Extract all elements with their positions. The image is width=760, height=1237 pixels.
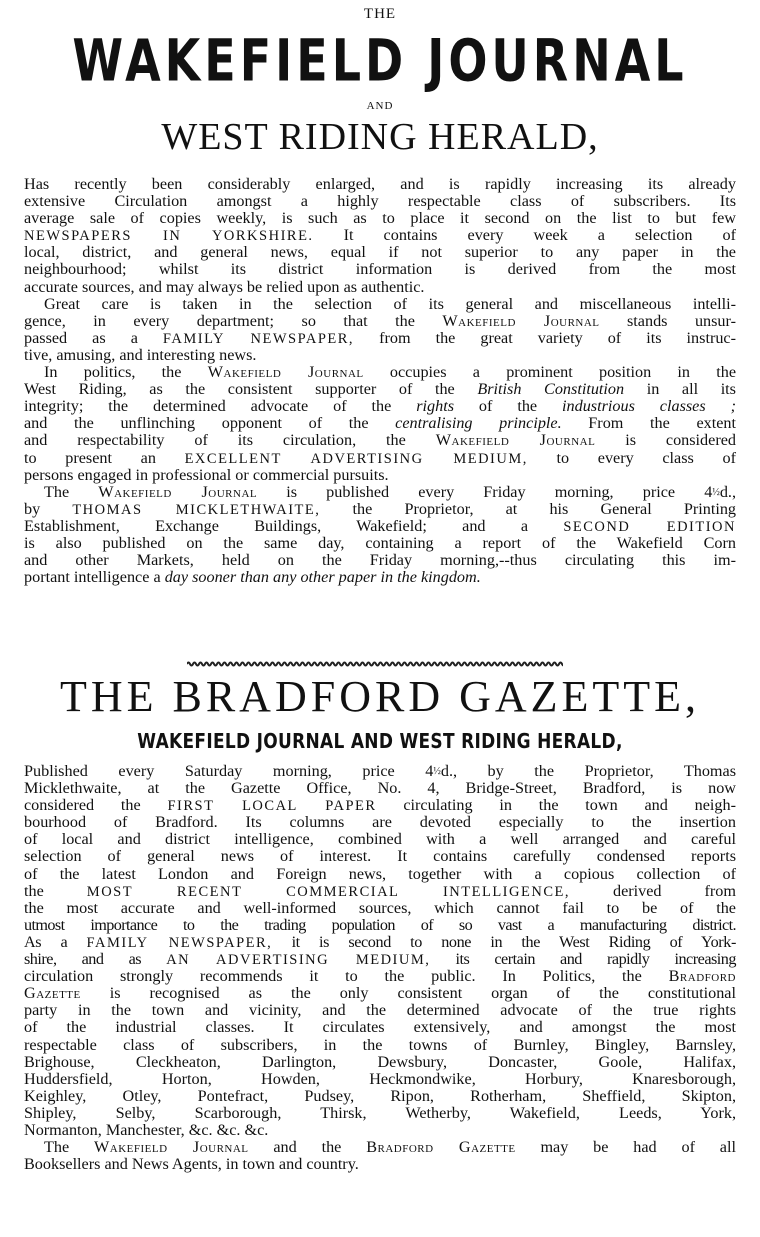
emphasis-caps: FAMILY NEWSPAPER, <box>162 330 355 347</box>
text-run: its certain and rapidly increasing <box>430 950 736 969</box>
text-line <box>24 484 736 501</box>
text-line: Booksellers and News Agents, in town and country. <box>24 1155 359 1174</box>
text-run: occupies a prominent position in the <box>363 363 737 382</box>
emphasis-italic: day sooner than any other paper in the kingdom. <box>164 568 481 587</box>
text-line: neighbourhood; whilst its district information is derived from the most <box>24 260 736 279</box>
text-run: is considered <box>595 431 737 450</box>
emphasis-italic: industrious classes ; <box>562 397 736 416</box>
text-run: considered the <box>24 796 168 815</box>
proprietor-name: THOMAS MICKLETHWAITE, <box>72 501 321 518</box>
price-fraction: ½ <box>712 486 720 498</box>
text-run: by <box>24 499 73 518</box>
masthead-the: THE <box>363 6 397 22</box>
text-run: passed as a <box>24 328 163 347</box>
text-line <box>24 797 736 814</box>
journal-name: Wakefield Journal <box>207 363 364 382</box>
journal-name: Wakefield Journal <box>94 1138 249 1157</box>
text-line: local, district, and general news, equal if not superior to any paper in the <box>24 243 736 262</box>
text-line: tive, amusing, and interesting news. <box>24 345 257 364</box>
text-line: average sale of copies weekly, is such as to place it second on the list to but few <box>24 209 736 228</box>
text-line <box>24 415 736 432</box>
text-run: stands unsur- <box>599 311 736 330</box>
text-line: Keighley, Otley, Pontefract, Pudsey, Ripon, Rotherham, Sheffield, Skipton, <box>24 1086 736 1105</box>
text-line <box>24 381 736 398</box>
text-line: party in the town and vicinity, and the determined advocate of the true rights <box>24 1001 736 1020</box>
masthead-and: AND <box>366 100 394 112</box>
text-run: In politics, the <box>44 363 208 382</box>
bradford-body <box>24 763 736 1173</box>
text-line: of the industrial classes. It circulates extensively, and amongst the most <box>24 1018 736 1037</box>
text-line: respectable class of subscribers, in the towns of Burnley, Bingley, Barnsley, <box>24 1035 736 1054</box>
text-line <box>24 968 736 985</box>
text-line: of local and district intelligence, combined with a well arranged and careful <box>24 830 736 849</box>
text-run: circulating in the town and neigh- <box>376 796 736 815</box>
text-line <box>24 934 736 951</box>
gazette-name: Bradford <box>668 967 736 986</box>
text-line: Shipley, Selby, Scarborough, Thirsk, Wetherby, Wakefield, Leeds, York, <box>24 1103 736 1122</box>
text-run: West Riding, as the consistent supporter of the <box>24 380 478 399</box>
text-run: to present an <box>24 448 185 467</box>
text-line <box>24 883 736 900</box>
text-line <box>24 364 736 381</box>
text-line: is also published on the same day, containing a report of the Wakefield Corn <box>24 533 736 552</box>
text-run: it is second to none in the West Riding of York- <box>272 932 736 951</box>
text-run: and respectability of its circulation, the <box>24 431 436 450</box>
emphasis-italic: centralising principle. <box>395 414 562 433</box>
text-run: is recognised as the only consistent organ of the constitutional <box>80 984 736 1003</box>
text-line <box>24 313 736 330</box>
text-line: selection of general news of interest. It contains carefully condensed reports <box>24 847 736 866</box>
journal-name: Wakefield Journal <box>98 482 258 501</box>
gazette-name: Bradford Gazette <box>366 1138 516 1157</box>
text-run: the <box>24 881 87 900</box>
emphasis-caps: SECOND EDITION <box>563 518 736 535</box>
text-line: Huddersfield, Horton, Howden, Heckmondwike, Horbury, Knaresborough, <box>24 1069 736 1088</box>
text-run: from the great variety of its instruc- <box>354 328 736 347</box>
text-line <box>24 518 736 535</box>
text-run: It contains every week a selection of <box>313 226 737 245</box>
text-run: gence, in every department; so that the <box>24 311 443 330</box>
text-line: utmost importance to the trading population of so vast a manufacturing district. <box>24 915 736 934</box>
text-line: and other Markets, held on the Friday morning,--thus circulating this im- <box>24 551 736 570</box>
text-run: may be had of all <box>515 1138 736 1157</box>
text-line: Great care is taken in the selection of its general and miscellaneous intelli- <box>44 294 736 313</box>
text-run: and the unflinching opponent of the <box>24 414 396 433</box>
text-line: accurate sources, and may always be relied upon as authentic. <box>24 277 425 296</box>
text-line: Has recently been considerably enlarged, and is rapidly increasing its already <box>24 175 736 193</box>
text-run: of the <box>454 397 563 416</box>
wakefield-body <box>24 176 736 586</box>
text-line: Brighouse, Cleckheaton, Darlington, Dewsbury, Doncaster, Goole, Halifax, <box>24 1052 736 1071</box>
bradford-gazette-title: THE BRADFORD GAZETTE, <box>59 672 701 721</box>
text-run: integrity; the determined advocate of the <box>24 397 417 416</box>
text-run: derived from <box>569 881 736 900</box>
text-run: and the <box>248 1138 367 1157</box>
text-run: in all its <box>624 380 736 399</box>
journal-name: Wakefield Journal <box>442 311 600 330</box>
text-line <box>24 501 736 518</box>
text-run: d., <box>719 482 736 501</box>
text-line <box>24 398 736 415</box>
wavy-divider <box>187 660 563 668</box>
bradford-gazette-subtitle: WAKEFIELD JOURNAL AND WEST RIDING HERALD, <box>137 730 623 754</box>
text-line <box>24 330 736 347</box>
text-line: Normanton, Manchester, &c. &c. &c. <box>24 1120 269 1139</box>
text-run: The <box>44 482 99 501</box>
wakefield-journal-title: WAKEFIELD JOURNAL <box>72 26 688 95</box>
text-run: portant intelligence a <box>24 568 165 587</box>
gazette-name: Gazette <box>24 984 81 1003</box>
text-line: persons engaged in professional or commercial pursuits. <box>24 465 389 484</box>
text-line: of the latest London and Foreign news, together with a copious collection of <box>24 864 736 883</box>
text-line: Micklethwaite, at the Gazette Office, No. 4, Bridge-Street, Bradford, is now <box>24 779 736 798</box>
emphasis-caps: FAMILY NEWSPAPER, <box>86 934 273 951</box>
text-line <box>24 432 736 449</box>
text-run: circulation strongly recommends it to the public. In Politics, the <box>24 967 669 986</box>
text-line <box>24 985 736 1002</box>
text-run: The <box>44 1138 95 1157</box>
text-run: Establishment, Exchange Buildings, Wakefield; and a <box>24 516 564 535</box>
text-line <box>24 951 736 968</box>
emphasis-italic: British Constitution <box>477 380 625 399</box>
journal-name: Wakefield Journal <box>435 431 596 450</box>
text-line <box>24 763 736 780</box>
text-line <box>24 569 736 586</box>
text-run: Published every Saturday morning, price 4 <box>24 762 434 780</box>
west-riding-herald-title: WEST RIDING HERALD, <box>161 116 599 158</box>
emphasis-caps: NEWSPAPERS IN YORKSHIRE. <box>24 228 314 245</box>
text-run: the Proprietor, at his General Printing <box>320 499 737 518</box>
text-line: extensive Circulation amongst a highly respectable class of subscribers. Its <box>24 192 736 211</box>
text-line <box>24 1139 736 1156</box>
price-fraction: ½ <box>433 766 441 777</box>
emphasis-caps: MOST RECENT COMMERCIAL INTELLIGENCE, <box>86 883 570 900</box>
text-run: From the extent <box>561 414 737 433</box>
text-line <box>24 450 736 467</box>
text-line: bourhood of Bradford. Its columns are devoted especially to the insertion <box>24 813 736 832</box>
text-run: As a <box>24 932 87 951</box>
text-line: the most accurate and well-informed sources, which cannot fail to be of the <box>24 898 736 917</box>
text-run: to every class of <box>527 448 736 467</box>
text-run: is published every Friday morning, price 4 <box>257 482 713 501</box>
emphasis-caps: AN ADVERTISING MEDIUM, <box>166 952 431 969</box>
text-line <box>24 227 736 244</box>
emphasis-italic: rights <box>416 397 455 416</box>
text-run: shire, and as <box>24 950 167 969</box>
text-run: d., by the Proprietor, Thomas <box>440 762 736 780</box>
emphasis-caps: EXCELLENT ADVERTISING MEDIUM, <box>184 450 528 467</box>
emphasis-caps: FIRST LOCAL PAPER <box>167 798 377 815</box>
